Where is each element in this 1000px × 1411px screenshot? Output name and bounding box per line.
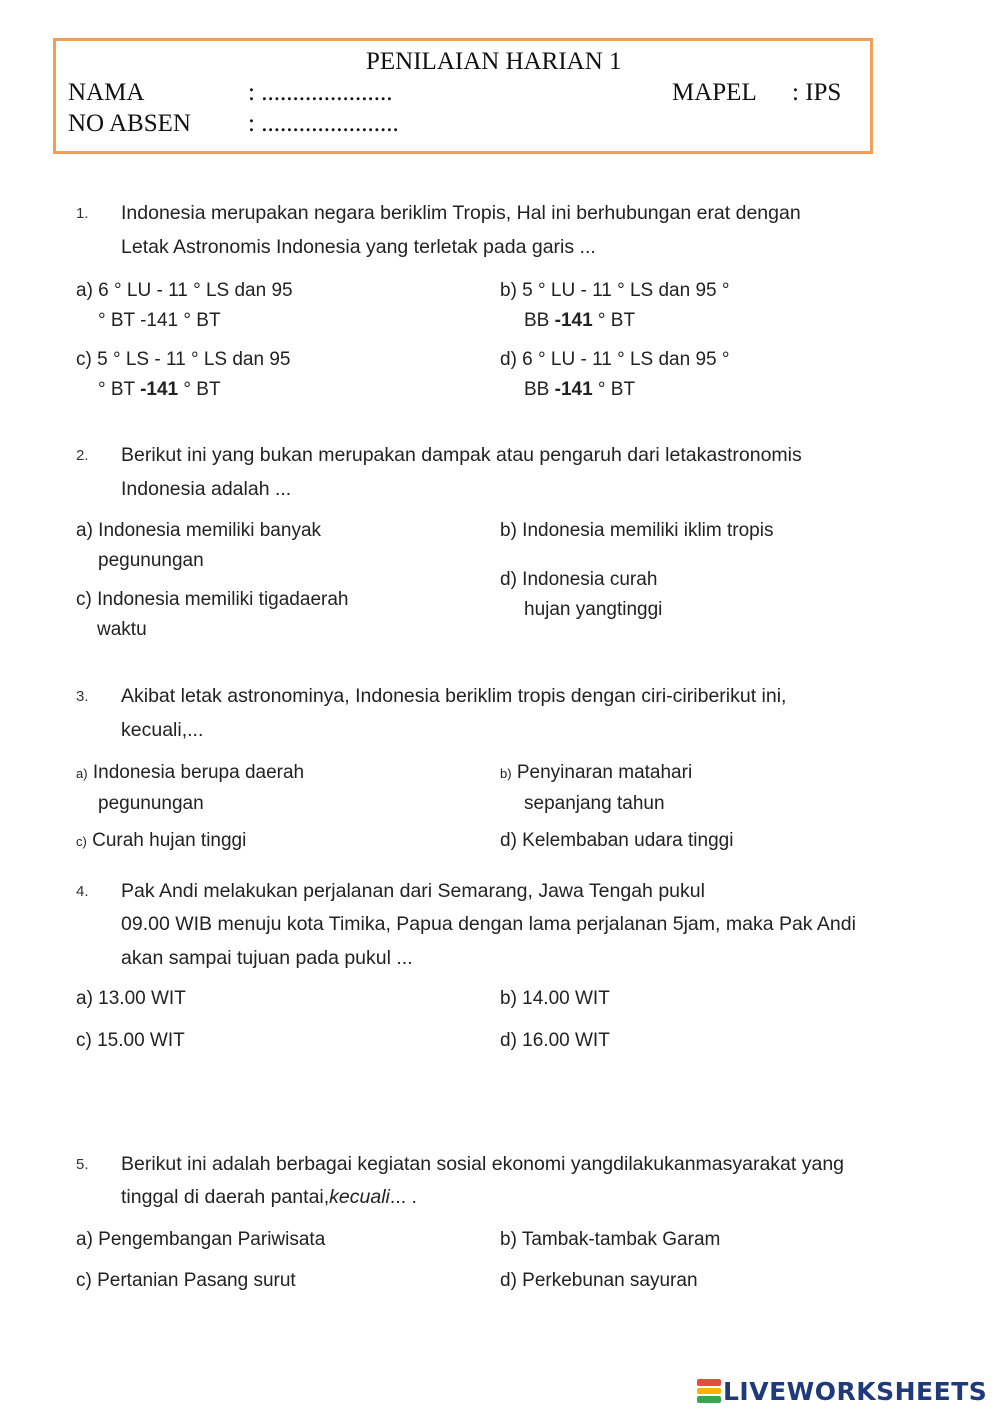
option-b-line2: sepanjang tahun: [524, 793, 665, 814]
option-c-line2: ° BT -141 ° BT: [98, 379, 221, 400]
option-d-line1: d) 6 ° LU - 11 ° LS dan 95 °: [500, 349, 730, 370]
question-text: Indonesia adalah ...: [121, 478, 292, 500]
option-c[interactable]: [76, 585, 348, 645]
question-number: 5.: [76, 1156, 89, 1173]
option-b[interactable]: [500, 1225, 720, 1255]
option-d[interactable]: [500, 1026, 610, 1056]
option-b-line1: b) Indonesia memiliki iklim tropis: [500, 520, 774, 541]
option-a-line1: a) 6 ° LU - 11 ° LS dan 95: [76, 280, 293, 301]
question-text: Indonesia merupakan negara beriklim Tropis, Hal ini berhubungan erat dengan: [121, 202, 801, 224]
option-d[interactable]: [500, 826, 733, 856]
logo-bar: [697, 1396, 721, 1403]
logo-bar: [697, 1388, 721, 1395]
option-c-line1: c) 15.00 WIT: [76, 1030, 185, 1051]
option-c[interactable]: [76, 1266, 296, 1296]
liveworksheets-logo-icon: [697, 1378, 721, 1404]
option-d[interactable]: [500, 1266, 698, 1296]
option-c-line1: c) 5 ° LS - 11 ° LS dan 95: [76, 349, 291, 370]
question-number: 3.: [76, 688, 89, 705]
option-d-line1: d) Perkebunan sayuran: [500, 1270, 698, 1291]
question-text: 09.00 WIB menuju kota Timika, Papua dengan lama perjalanan 5jam, maka Pak Andi: [121, 913, 856, 935]
option-b-line1: b) 14.00 WIT: [500, 988, 610, 1009]
option-a[interactable]: [76, 276, 293, 336]
option-a[interactable]: [76, 758, 304, 819]
option-a[interactable]: [76, 984, 186, 1014]
option-a-line1: a) Indonesia memiliki banyak: [76, 520, 322, 541]
option-b-line1: b) 5 ° LU - 11 ° LS dan 95 °: [500, 280, 730, 301]
question-text: Letak Astronomis Indonesia yang terletak pada garis ...: [121, 236, 596, 258]
option-b-line1: b) Tambak-tambak Garam: [500, 1229, 721, 1250]
option-a-line1: a) 13.00 WIT: [76, 988, 186, 1009]
option-c-line2: waktu: [97, 619, 147, 640]
liveworksheets-logo[interactable]: [697, 1376, 987, 1406]
option-c-line1: c) Indonesia memiliki tigadaerah: [76, 589, 349, 610]
logo-text: LIVEWORKSHEETS: [723, 1376, 988, 1406]
option-a[interactable]: [76, 1225, 325, 1255]
option-b[interactable]: [500, 276, 729, 336]
option-c[interactable]: [76, 1026, 185, 1056]
option-a-line1: a) Indonesia berupa daerah: [76, 762, 305, 783]
mapel-label: MAPEL: [672, 79, 757, 106]
page-title: PENILAIAN HARIAN 1: [366, 48, 622, 75]
question-text: Berikut ini yang bukan merupakan dampak atau pengaruh dari letakastronomis: [121, 444, 802, 466]
option-a-line1: a) Pengembangan Pariwisata: [76, 1229, 326, 1250]
mapel-value: : IPS: [792, 79, 842, 106]
question-text: tinggal di daerah pantai,kecuali... .: [121, 1186, 417, 1208]
question-text: akan sampai tujuan pada pukul ...: [121, 947, 413, 969]
option-c[interactable]: [76, 826, 246, 857]
nama-label: NAMA: [68, 79, 145, 106]
option-d-line2: hujan yangtinggi: [524, 599, 663, 620]
question-number: 2.: [76, 447, 89, 464]
header-box: [53, 38, 873, 154]
option-b[interactable]: [500, 984, 610, 1014]
option-d-line1: d) Indonesia curah: [500, 569, 658, 590]
question-text: kecuali,...: [121, 719, 204, 741]
option-c-line1: c) Curah hujan tinggi: [76, 830, 247, 851]
nama-field[interactable]: : .....................: [248, 79, 393, 106]
option-d-line1: d) 16.00 WIT: [500, 1030, 610, 1051]
option-a[interactable]: [76, 516, 321, 576]
question-number: 4.: [76, 883, 89, 900]
option-c[interactable]: [76, 345, 290, 405]
option-a-line2: pegunungan: [98, 793, 204, 814]
option-b[interactable]: [500, 516, 773, 546]
option-d[interactable]: [500, 565, 662, 625]
question-text: Pak Andi melakukan perjalanan dari Semarang, Jawa Tengah pukul: [121, 880, 705, 902]
option-a-line2: ° BT -141 ° BT: [98, 310, 221, 331]
option-d-line1: d) Kelembaban udara tinggi: [500, 830, 734, 851]
option-a-line2: pegunungan: [98, 550, 204, 571]
option-b-line2: BB -141 ° BT: [524, 310, 636, 331]
option-b[interactable]: [500, 758, 692, 819]
absen-label: NO ABSEN: [68, 110, 191, 137]
question-text: Akibat letak astronominya, Indonesia beriklim tropis dengan ciri-ciriberikut ini,: [121, 685, 787, 707]
absen-field[interactable]: : ......................: [248, 110, 399, 137]
option-d[interactable]: [500, 345, 729, 405]
logo-bar: [697, 1379, 721, 1386]
question-number: 1.: [76, 205, 89, 222]
option-d-line2: BB -141 ° BT: [524, 379, 636, 400]
option-b-line1: b) Penyinaran matahari: [500, 762, 693, 783]
option-c-line1: c) Pertanian Pasang surut: [76, 1270, 296, 1291]
question-text: Berikut ini adalah berbagai kegiatan sosial ekonomi yangdilakukanmasyarakat yang: [121, 1153, 845, 1175]
